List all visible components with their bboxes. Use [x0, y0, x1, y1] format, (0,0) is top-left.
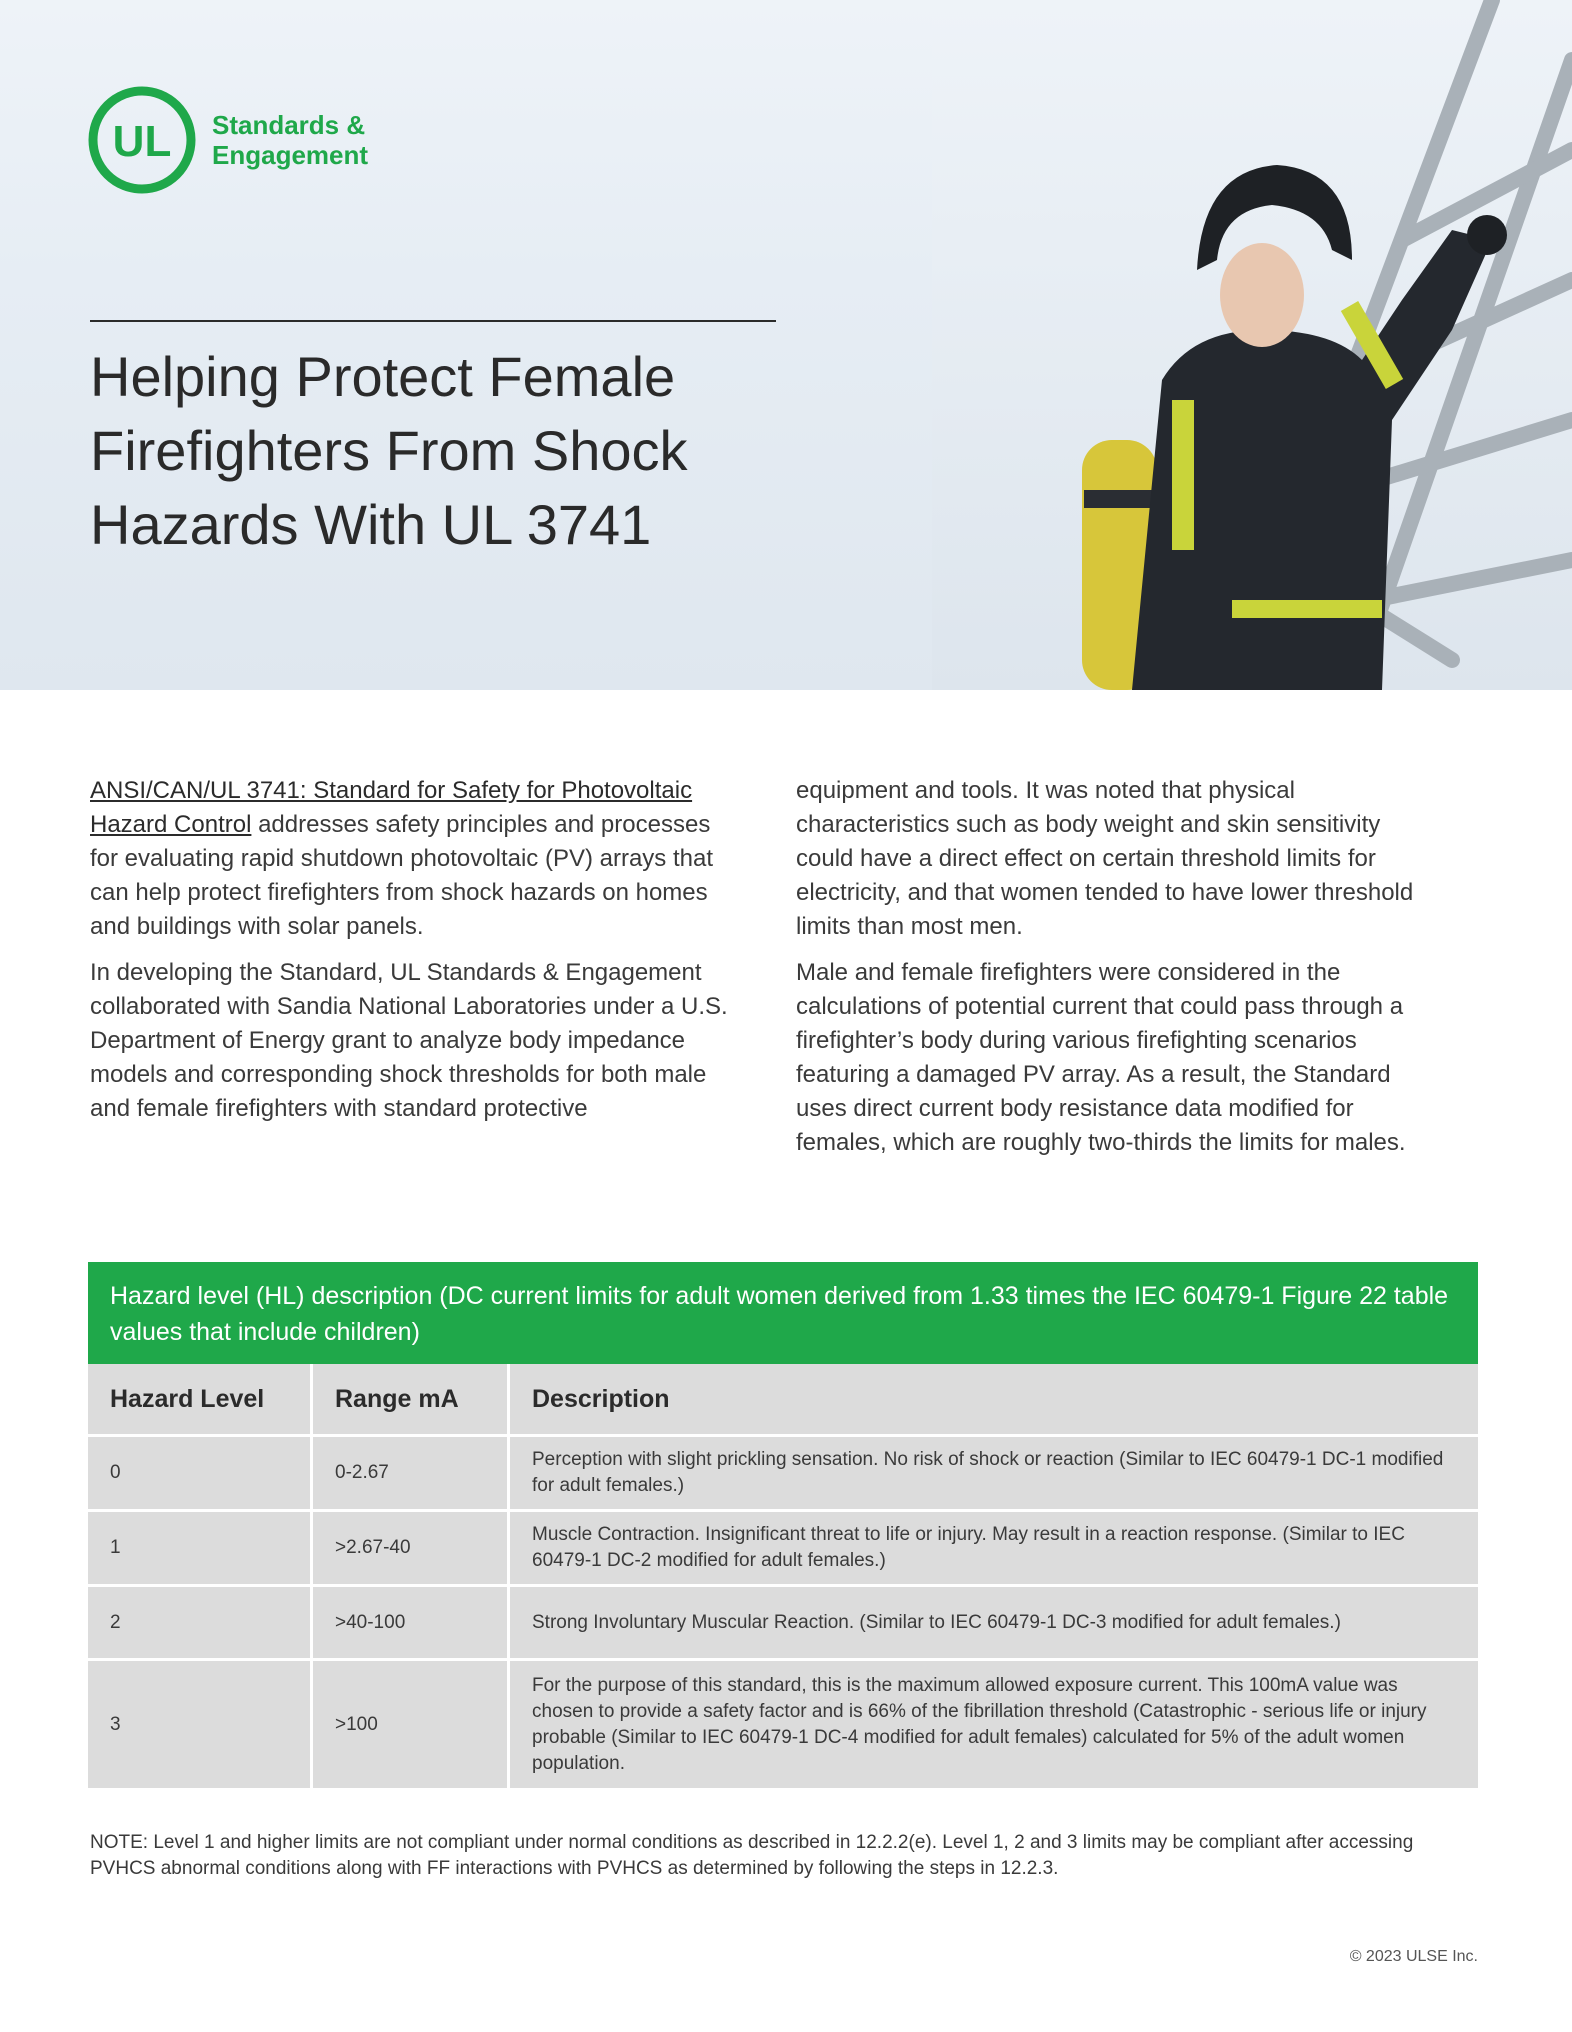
brand-logo — [88, 86, 368, 194]
cell-description: For the purpose of this standard, this is the maximum allowed exposure current. This 100mA value was chosen to provide a safety factor and is 66% of the fibrillation threshold (Catastrophic - serious life or injury probable (Similar to IEC 60479-1 DC-4 modified for adult females) calculated for 5% of the adult women population. — [510, 1661, 1478, 1791]
table-row — [88, 1661, 1478, 1791]
calculation-paragraph: Male and female firefighters were considered in the calculations of potential current that could pass through a firefighter’s body during various firefighting scenarios featuring a damaged PV array. As a result, the Standard uses direct current body resistance data modified for females, which are roughly two-thirds the limits for males. — [796, 959, 1406, 1156]
hazard-table — [88, 1262, 1478, 1791]
page-title: Helping Protect Female Firefighters From Shock Hazards With UL 3741 — [90, 345, 688, 556]
copyright: © 2023 ULSE Inc. — [1349, 1948, 1478, 1965]
table-row — [88, 1437, 1478, 1512]
table-header-row — [88, 1364, 1478, 1437]
cell-description: Strong Involuntary Muscular Reaction. (Similar to IEC 60479-1 DC-3 modified for adult females.) — [510, 1587, 1478, 1661]
column-header-range: Range mA — [313, 1364, 510, 1437]
cell-level: 2 — [88, 1587, 313, 1661]
ul-logo-icon — [88, 86, 196, 194]
title-rule — [90, 320, 776, 322]
body-column-right — [796, 774, 1436, 1172]
hero-banner — [0, 0, 1572, 690]
table-note: NOTE: Level 1 and higher limits are not compliant under normal conditions as described in 12.2.2(e). Level 1, 2 and 3 limits may be compliant after accessing PVHCS abnormal conditions along with FF interactions with PVHCS as determined by following the steps in 12.2.3. — [90, 1832, 1414, 1879]
intro-paragraph — [90, 774, 730, 944]
brand-name-line2: Engagement — [212, 140, 369, 170]
svg-text:UL: UL — [112, 117, 172, 166]
cell-range: >100 — [313, 1661, 510, 1791]
body-column-left — [90, 774, 730, 1138]
cell-range: >2.67-40 — [313, 1512, 510, 1587]
development-paragraph-continued: equipment and tools. It was noted that physical characteristics such as body weight and skin sensitivity could have a direct effect on certain threshold limits for electricity, and that women tended to have lower threshold limits than most men. — [796, 777, 1414, 940]
standard-link[interactable]: ANSI/CAN/UL 3741: Standard for Safety for Photovoltaic Hazard Control — [90, 777, 693, 838]
hazard-table-caption: Hazard level (HL) description (DC current limits for adult women derived from 1.33 times the IEC 60479-1 Figure 22 table values that include children) — [88, 1262, 1478, 1364]
cell-level: 3 — [88, 1661, 313, 1791]
column-header-description: Description — [510, 1364, 1478, 1437]
brand-name-line1: Standards & — [212, 110, 366, 140]
cell-description: Perception with slight prickling sensation. No risk of shock or reaction (Similar to IEC 60479-1 DC-1 modified for adult females.) — [510, 1437, 1478, 1512]
column-header-hazard-level: Hazard Level — [88, 1364, 313, 1437]
cell-range: >40-100 — [313, 1587, 510, 1661]
cell-level: 1 — [88, 1512, 313, 1587]
firefighter-photo — [932, 0, 1572, 690]
intro-text: addresses safety principles and processes for evaluating rapid shutdown photovoltaic (PV) arrays that can help protect firefighters from shock hazards on homes and buildings with solar panels. — [90, 811, 714, 940]
cell-range: 0-2.67 — [313, 1437, 510, 1512]
table-row — [88, 1587, 1478, 1661]
table-row — [88, 1512, 1478, 1587]
cell-description: Muscle Contraction. Insignificant threat to life or injury. May result in a reaction response. (Similar to IEC 60479-1 DC-2 modified for adult females.) — [510, 1512, 1478, 1587]
cell-level: 0 — [88, 1437, 313, 1512]
hazard-levels-table — [88, 1364, 1478, 1791]
development-paragraph: In developing the Standard, UL Standards & Engagement collaborated with Sandia National Laboratories under a U.S. Department of Energy grant to analyze body impedance models and corresponding shock thresholds for both male and female firefighters with standard protective — [90, 959, 728, 1122]
